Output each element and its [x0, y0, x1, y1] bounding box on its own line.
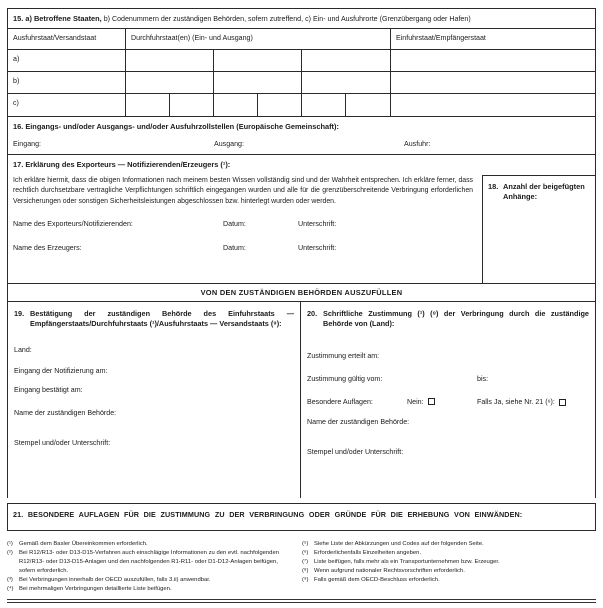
stamp-signature-label: Stempel und/oder Unterschrift:: [307, 448, 404, 456]
no-checkbox[interactable]: [428, 398, 435, 405]
footnote-4-marker: (⁴): [7, 586, 14, 592]
col-header-import-state: Einfuhrstaat/Empfängerstaat: [390, 29, 595, 49]
section-18-title: Anzahl der beigefügten Anhänge:: [503, 182, 585, 201]
footnotes: [7, 540, 596, 594]
row-c-transit-cell-1[interactable]: [125, 94, 169, 116]
footnote-8-text: Wenn aufgrund nationaler Rechtsvorschriften erforderlich.: [314, 568, 465, 574]
row-b-label: b): [13, 77, 20, 85]
section-15-title-bold: 15. a) Betroffene Staaten,: [13, 14, 102, 23]
special-conditions-row: [307, 398, 589, 406]
producer-name-row: [13, 244, 473, 252]
row-c-transit-cell-4[interactable]: [257, 94, 301, 116]
footnote-7-text: Liste beifügen, falls mehr als ein Transportunternehmen bzw. Erzeuger.: [314, 559, 500, 565]
section-19-title: Bestätigung der zuständigen Behörde des Einfuhrstaats — Empfängerstaats/Durchfuhrstaats (¹)/Ausfuhrstaats — Versandstaats (⁹):: [30, 309, 294, 328]
receipt-confirmed-label: Eingang bestätigt am:: [14, 386, 83, 394]
no-option: [407, 398, 477, 406]
entry-office-label: Eingang:: [13, 140, 42, 148]
footnote-1-marker: (¹): [7, 541, 13, 547]
section-17-title: 17. Erklärung des Exporteurs — Notifizierenden/Erzeugers (¹):: [13, 160, 231, 169]
signature-label: Unterschrift:: [298, 244, 337, 253]
authorities-banner: VON DEN ZUSTÄNDIGEN BEHÖRDEN AUSZUFÜLLEN: [7, 283, 596, 301]
section-20-number: 20.: [307, 309, 318, 318]
footnote-2: [7, 549, 302, 576]
producer-name-label: Name des Erzeugers:: [13, 244, 82, 253]
footnote-4-text: Bei mehrmaligen Verbringungen detaillierte Liste beifügen.: [19, 586, 172, 592]
row-a-transit-cell-2[interactable]: [213, 50, 301, 71]
states-table-header-row: [8, 29, 595, 50]
footnote-5: [302, 540, 596, 549]
valid-until-label: bis:: [477, 375, 489, 383]
authority-name-label: Name der zuständigen Behörde:: [307, 418, 410, 426]
table-row-b: [8, 72, 595, 94]
section-20-title-row: [307, 309, 589, 329]
row-b-transit-cell-1[interactable]: [125, 72, 213, 93]
table-row-a: [8, 50, 595, 72]
col-header-export-state: Ausfuhrstaat/Versandstaat: [13, 34, 97, 42]
footnote-7-marker: (⁷): [302, 559, 309, 565]
if-yes-checkbox[interactable]: [559, 399, 566, 406]
section-16-fields: [13, 140, 590, 148]
section-21-title: 21. BESONDERE AUFLAGEN FÜR DIE ZUSTIMMUNG ZU DER VERBRINGUNG ODER GRÜNDE FÜR DIE ERHEBUNG VON EINWÄNDEN:: [13, 510, 523, 519]
bottom-rule: [7, 599, 596, 603]
section-15-title: [8, 9, 595, 29]
notification-form: [7, 8, 596, 603]
footnote-1-text: Gemäß dem Basler Übereinkommen erforderlich.: [19, 541, 148, 547]
if-yes-option: [477, 398, 589, 406]
row-a-label: a): [13, 55, 20, 63]
section-19-confirmation: [8, 302, 301, 498]
section-21-special-conditions: [7, 503, 596, 531]
notification-received-label: Eingang der Notifizierung am:: [14, 367, 108, 375]
row-c-transit-cell-3[interactable]: [213, 94, 257, 116]
section-18-annexes: [482, 175, 595, 283]
footnote-5-text: Siehe Liste der Abkürzungen und Codes auf der folgenden Seite.: [314, 541, 484, 547]
declaration-text: Ich erkläre hiermit, dass die obigen Informationen nach meinem besten Wissen vollständig sind und der Wahrheit entsprechen. Ich erkläre ferner, dass rechtlich durchsetzbare vertragliche Verpflichtungen schriftlich eingegangen wurden und alle für die grenzüberschreitende Verbringung erforderlichen Versicherungen oder sonstigen Sicherheitsleistungen abgeschlossen bzw. hinterlegt wurden oder werden.: [13, 177, 473, 205]
exporter-name-row: [13, 220, 473, 228]
footnote-6: [302, 549, 596, 558]
footnote-3: [7, 576, 302, 585]
footnotes-left-column: [7, 540, 302, 594]
row-b-transit-cell-2[interactable]: [213, 72, 301, 93]
exporter-name-label: Name des Exporteurs/Notifizierenden:: [13, 220, 133, 229]
row-a-transit-cell-3[interactable]: [301, 50, 390, 71]
footnote-3-marker: (³): [7, 577, 13, 583]
date-label: Datum:: [223, 244, 246, 253]
section-16-title: 16. Eingangs- und/oder Ausgangs- und/oder Ausfuhrzollstellen (Europäische Gemeinschaft):: [13, 122, 339, 131]
section-16-customs-offices: [7, 116, 596, 154]
stamp-signature-label: Stempel und/oder Unterschrift:: [14, 439, 111, 447]
section-15-title-rest: b) Codenummern der zuständigen Behörden, sofern zutreffend, c) Ein- und Ausfuhrorte (Grenzübergang oder Hafen): [101, 15, 471, 23]
section-15-states: [7, 8, 596, 116]
footnote-9: [302, 576, 596, 585]
row-c-transit-cell-2[interactable]: [169, 94, 213, 116]
section-19-title-row: [14, 309, 294, 329]
footnote-8-marker: (⁸): [302, 568, 309, 574]
row-c-transit-cell-6[interactable]: [345, 94, 390, 116]
section-20-title: Schriftliche Zustimmung (¹) (⁸) der Verbringung durch die zuständige Behörde von (Land):: [323, 309, 589, 328]
footnote-6-marker: (⁶): [302, 550, 309, 556]
date-label: Datum:: [223, 220, 246, 229]
col-header-transit-state: Durchfuhrstaat(en) (Ein- und Ausgang): [125, 29, 390, 49]
section-17-exporter-declaration: [7, 154, 596, 283]
footnote-6-text: Erforderlichenfalls Einzelheiten angeben.: [314, 550, 422, 556]
footnote-8: [302, 567, 596, 576]
section-20-written-consent: [301, 302, 595, 498]
footnote-4: [7, 585, 302, 594]
footnote-1: [7, 540, 302, 549]
row-c-transit-cell-5[interactable]: [301, 94, 345, 116]
row-c-import-cell[interactable]: [390, 94, 595, 116]
row-a-transit-cell-1[interactable]: [125, 50, 213, 71]
footnote-2-text: Bei R12/R13- oder D13-D15-Verfahren auch einschlägige Informationen zu den evtl. nachfolgenden R12/R13- oder D13-D15-Anlagen und den nachfolgenden R1-R11- oder D1-D12-Anlagen beifügen, sofern erforderlich.: [19, 550, 280, 574]
section-18-number: 18.: [488, 182, 499, 191]
country-label: Land:: [14, 346, 32, 354]
footnote-9-text: Falls gemäß dem OECD-Beschluss erforderlich.: [314, 577, 440, 583]
footnote-5-marker: (⁵): [302, 541, 309, 547]
row-b-import-cell[interactable]: [390, 72, 595, 93]
consent-validity-row: [307, 375, 589, 383]
export-office-label: Ausfuhr:: [404, 140, 431, 148]
footnote-2-marker: (²): [7, 550, 13, 556]
footnote-9-marker: (⁹): [302, 577, 309, 583]
no-label: Nein:: [407, 398, 424, 406]
footnotes-right-column: [302, 540, 596, 594]
authorities-section: [7, 301, 596, 498]
signature-label: Unterschrift:: [298, 220, 337, 229]
consent-given-label: Zustimmung erteilt am:: [307, 352, 380, 360]
exit-office-label: Ausgang:: [214, 140, 244, 148]
section-19-number: 19.: [14, 309, 25, 318]
table-row-c: [8, 94, 595, 116]
valid-from-label: Zustimmung gültig vom:: [307, 375, 383, 383]
authority-name-label: Name der zuständigen Behörde:: [14, 409, 117, 417]
row-c-label: c): [13, 99, 19, 107]
special-conditions-label: Besondere Auflagen:: [307, 398, 373, 406]
footnote-3-text: Bei Verbringungen innerhalb der OECD auszufüllen, falls 3.ii) anwendbar.: [19, 577, 211, 583]
row-a-import-cell[interactable]: [390, 50, 595, 71]
footnote-7: [302, 558, 596, 567]
if-yes-label: Falls Ja, siehe Nr. 21 (⁶):: [477, 398, 555, 406]
row-b-transit-cell-3[interactable]: [301, 72, 390, 93]
